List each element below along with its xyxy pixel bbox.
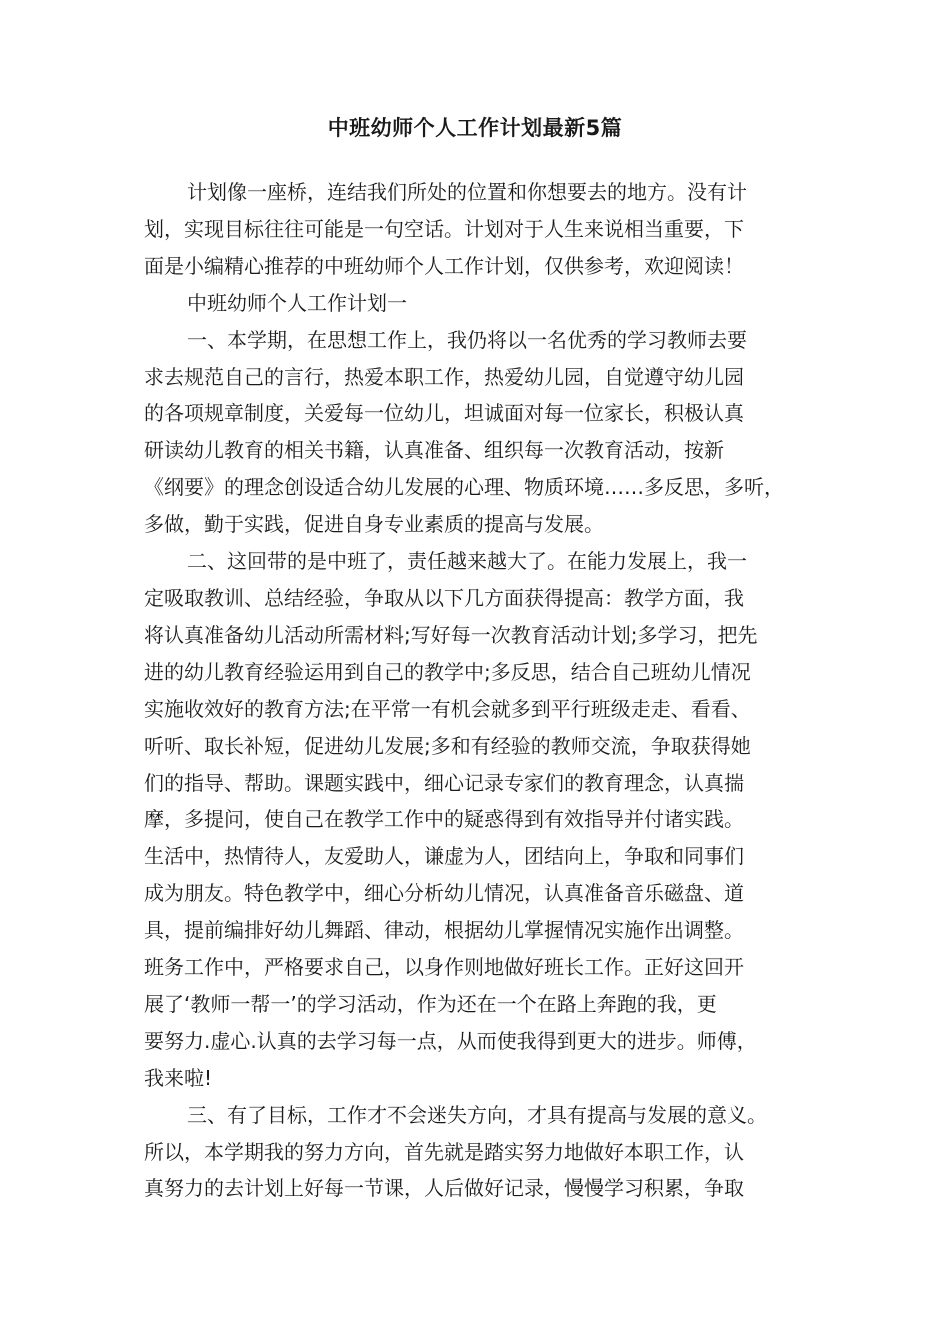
text-line: 生活中，热情待人，友爱助人，谦虚为人，团结向上，争取和同事们 [144, 844, 744, 869]
text-line: 求去规范自己的言行，热爱本职工作，热爱幼儿园，自觉遵守幼儿园 [144, 364, 744, 389]
text-line: 要努力.虚心.认真的去学习每一点，从而使我得到更大的进步。师傅， [144, 1028, 757, 1053]
text-line: 班务工作中，严格要求自己，以身作则地做好班长工作。正好这回开 [144, 955, 744, 980]
text-line: 将认真准备幼儿活动所需材料;写好每一次教育活动计划;多学习，把先 [144, 622, 758, 647]
text-line: 具，提前编排好幼儿舞蹈、律动，根据幼儿掌握情况实施作出调整。 [144, 918, 744, 943]
text-line: 的各项规章制度，关爱每一位幼儿，坦诚面对每一位家长，积极认真 [144, 401, 744, 426]
text-line: 计划像一座桥，连结我们所处的位置和你想要去的地方。没有计 [187, 180, 747, 204]
text-line: 一、本学期，在思想工作上，我仍将以一名优秀的学习教师去要 [187, 327, 747, 352]
text-line: 听听、取长补短，促进幼儿发展;多和有经验的教师交流，争取获得她 [144, 733, 751, 758]
text-line: 面是小编精心推荐的中班幼师个人工作计划，仅供参考，欢迎阅读！ [144, 253, 744, 278]
text-line: 真努力的去计划上好每一节课，人后做好记录，慢慢学习积累，争取 [144, 1176, 744, 1201]
text-line: 进的幼儿教育经验运用到自己的教学中;多反思，结合自己班幼儿情况 [144, 659, 751, 684]
text-line: 我来啦! [144, 1065, 213, 1090]
section-heading: 中班幼师个人工作计划一 [187, 290, 407, 315]
text-line: 三、有了目标，工作才不会迷失方向，才具有提高与发展的意义。 [187, 1102, 767, 1127]
text-line: 定吸取教训、总结经验，争取从以下几方面获得提高：教学方面，我 [144, 585, 744, 610]
text-line: 研读幼儿教育的相关书籍，认真准备、组织每一次教育活动，按新 [144, 438, 724, 463]
text-line: 《纲要》的理念创设适合幼儿发展的心理、物质环境……多反思，多听， [144, 475, 784, 500]
text-line: 二、这回带的是中班了，责任越来越大了。在能力发展上，我一 [187, 549, 747, 574]
text-line: 成为朋友。特色教学中，细心分析幼儿情况，认真准备音乐磁盘、道 [144, 881, 744, 906]
text-line: 们的指导、帮助。课题实践中，细心记录专家们的教育理念，认真揣 [144, 770, 744, 795]
text-line: 摩，多提问，使自己在教学工作中的疑惑得到有效指导并付诸实践。 [144, 807, 744, 832]
document-body [144, 174, 824, 1207]
text-line: 划，实现目标往往可能是一句空话。计划对于人生来说相当重要，下 [144, 216, 744, 241]
text-line: 多做，勤于实践，促进自身专业素质的提高与发展。 [144, 512, 604, 537]
text-line: 所以，本学期我的努力方向，首先就是踏实努力地做好本职工作，认 [144, 1139, 744, 1164]
text-line: 实施收效好的教育方法;在平常一有机会就多到平行班级走走、看看、 [144, 696, 751, 721]
text-line: 展了‘教师一帮一’的学习活动，作为还在一个在路上奔跑的我，更 [144, 991, 717, 1016]
document-title: 中班幼师个人工作计划最新5篇 [327, 116, 623, 140]
